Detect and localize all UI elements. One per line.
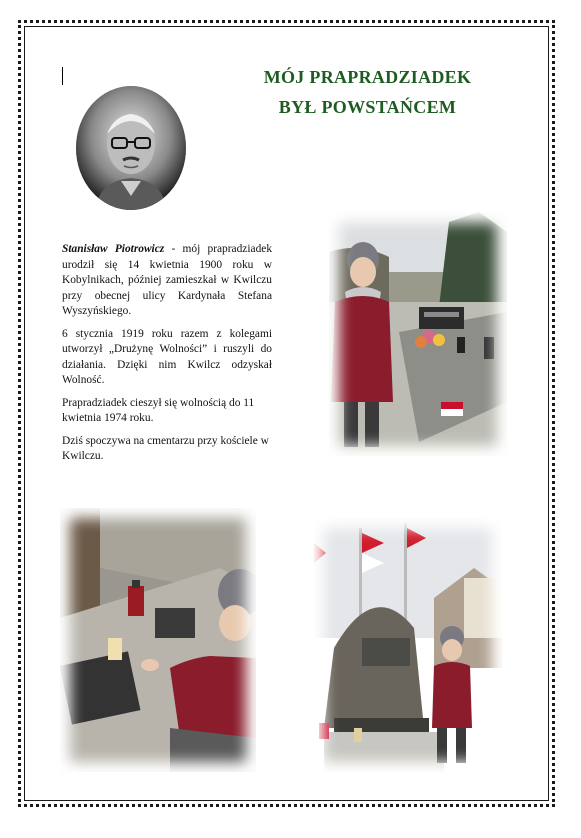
portrait-photo: [76, 86, 186, 210]
monument-photo: [314, 518, 502, 772]
biography-text: [62, 242, 272, 472]
text-cursor: [62, 67, 63, 85]
paragraph-1: [62, 242, 272, 320]
title-line-2: BYŁ POWSTAŃCEM: [278, 97, 457, 117]
grave-plaque-photo: [60, 508, 256, 772]
ancestor-name: Stanisław Piotrowicz: [62, 243, 165, 255]
cemetery-photo: [329, 212, 507, 456]
paragraph-1-text: - mój prapradziadek urodził się 14 kwietnia 1900 roku w Kobylnikach, później zamieszkał w Kwilczu przy obecnej ulicy Kardynała Stefana Wyszyńskiego.: [62, 243, 273, 317]
title-line-1: MÓJ PRAPRADZIADEK: [263, 67, 472, 87]
page-title: [220, 62, 515, 122]
paragraph-2: 6 stycznia 1919 roku razem z kolegami utworzył „Drużynę Wolności” i ruszyli do działania. Dzięki nim Kwilcz odzyskał Wolność.: [62, 327, 272, 386]
paragraph-3: Prapradziadek cieszył się wolnością do 11 kwietnia 1974 roku.: [62, 396, 255, 424]
paragraph-4: Dziś spoczywa na cmentarzu przy kościele w Kwilczu.: [62, 434, 269, 462]
